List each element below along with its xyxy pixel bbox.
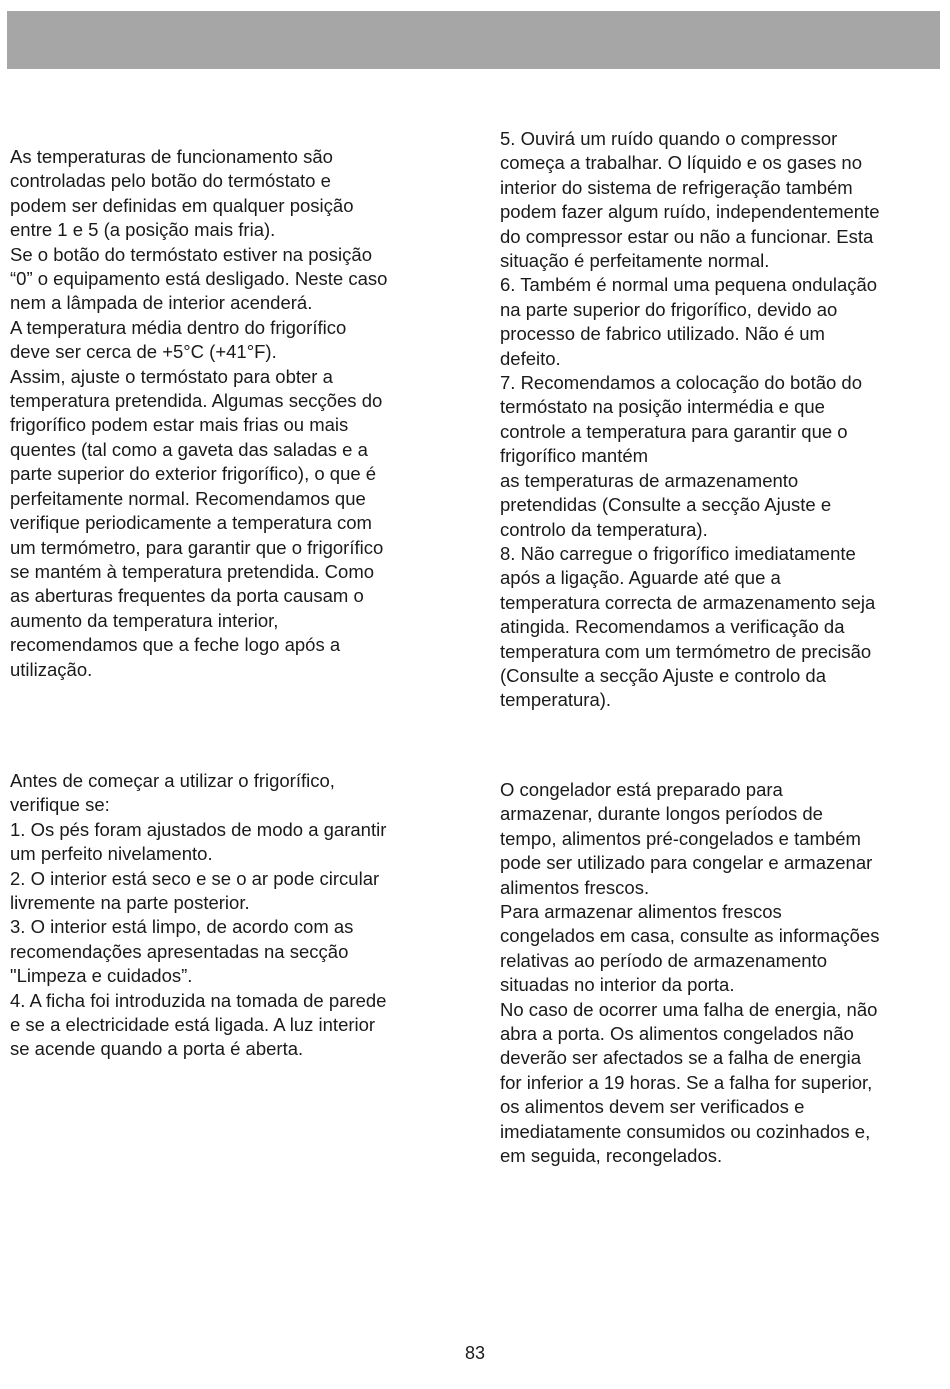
header-band [7,11,940,69]
normal-operation-notes-text: 5. Ouvirá um ruído quando o compressor começa a trabalhar. O líquido e os gases no interior do sistema de refrigeração também podem fazer algum ruído, independentemente do compressor estar ou não a funcionar. Esta situação é perfeitamente normal. 6. Também é normal uma pequena ondulação na parte superior do frigorífico, devido ao processo de fabrico utilizado. Não é um defeito. 7. Recomendamos a colocação do botão do termóstato na posição intermédia e que controle a temperatura para garantir que o frigorífico mantém as temperaturas de armazenamento pretendidas (Consulte a secção Ajuste e controlo da temperatura). 8. Não carregue o frigorífico imediatamente após a ligação. Aguarde até que a temperatura correcta de armazenamento seja atingida. Recomendamos a verificação da temperatura com um termómetro de precisão (Consulte a secção Ajuste e controlo da temperatura). [500,128,880,711]
before-first-use-checklist-text: Antes de começar a utilizar o frigorífico, verifique se: 1. Os pés foram ajustados de modo a garantir um perfeito nivelamento. 2. O interior está seco e se o ar pode circular livremente na parte posterior. 3. O interior está limpo, de acordo com as recomendações apresentadas na secção "Limpeza e cuidados”. 4. A ficha foi introduzida na tomada de parede e se a electricidade está ligada. A luz interior se acende quando a porta é aberta. [10,770,387,1060]
temperature-control-text: As temperaturas de funcionamento são controladas pelo botão do termóstato e podem ser definidas em qualquer posição entre 1 e 5 (a posição mais fria). Se o botão do termóstato estiver na posição “0” o equipamento está desligado. Neste caso nem a lâmpada de interior acenderá. A temperatura média dentro do frigorífico deve ser cerca de +5°C (+41°F). Assim, ajuste o termóstato para obter a temperatura pretendida. Algumas secções do frigorífico podem estar mais frias ou mais quentes (tal como a gaveta das saladas e a parte superior do exterior frigorífico), o que é perfeitamente normal. Recomendamos que verifique periodicamente a temperatura com um termómetro, para garantir que o frigorífico se mantém à temperatura pretendida. Como as aberturas frequentes da porta causam o aumento da temperatura interior, recomendamos que a feche logo após a utilização. [10,146,388,680]
page-number: 83 [464,1343,486,1363]
freezer-usage-text: O congelador está preparado para armazenar, durante longos períodos de tempo, alimentos pré-congelados e também pode ser utilizado para congelar e armazenar alimentos frescos. Para armazenar alimentos frescos congelados em casa, consulte as informações relativas ao período de armazenamento situadas no interior da porta. No caso de ocorrer uma falha de energia, não abra a porta. Os alimentos congelados não deverão ser afectados se a falha de energia for inferior a 19 horas. Se a falha for superior, os alimentos devem ser verificados e imediatamente consumidos ou cozinhados e, em seguida, recongelados. [500,779,880,1167]
